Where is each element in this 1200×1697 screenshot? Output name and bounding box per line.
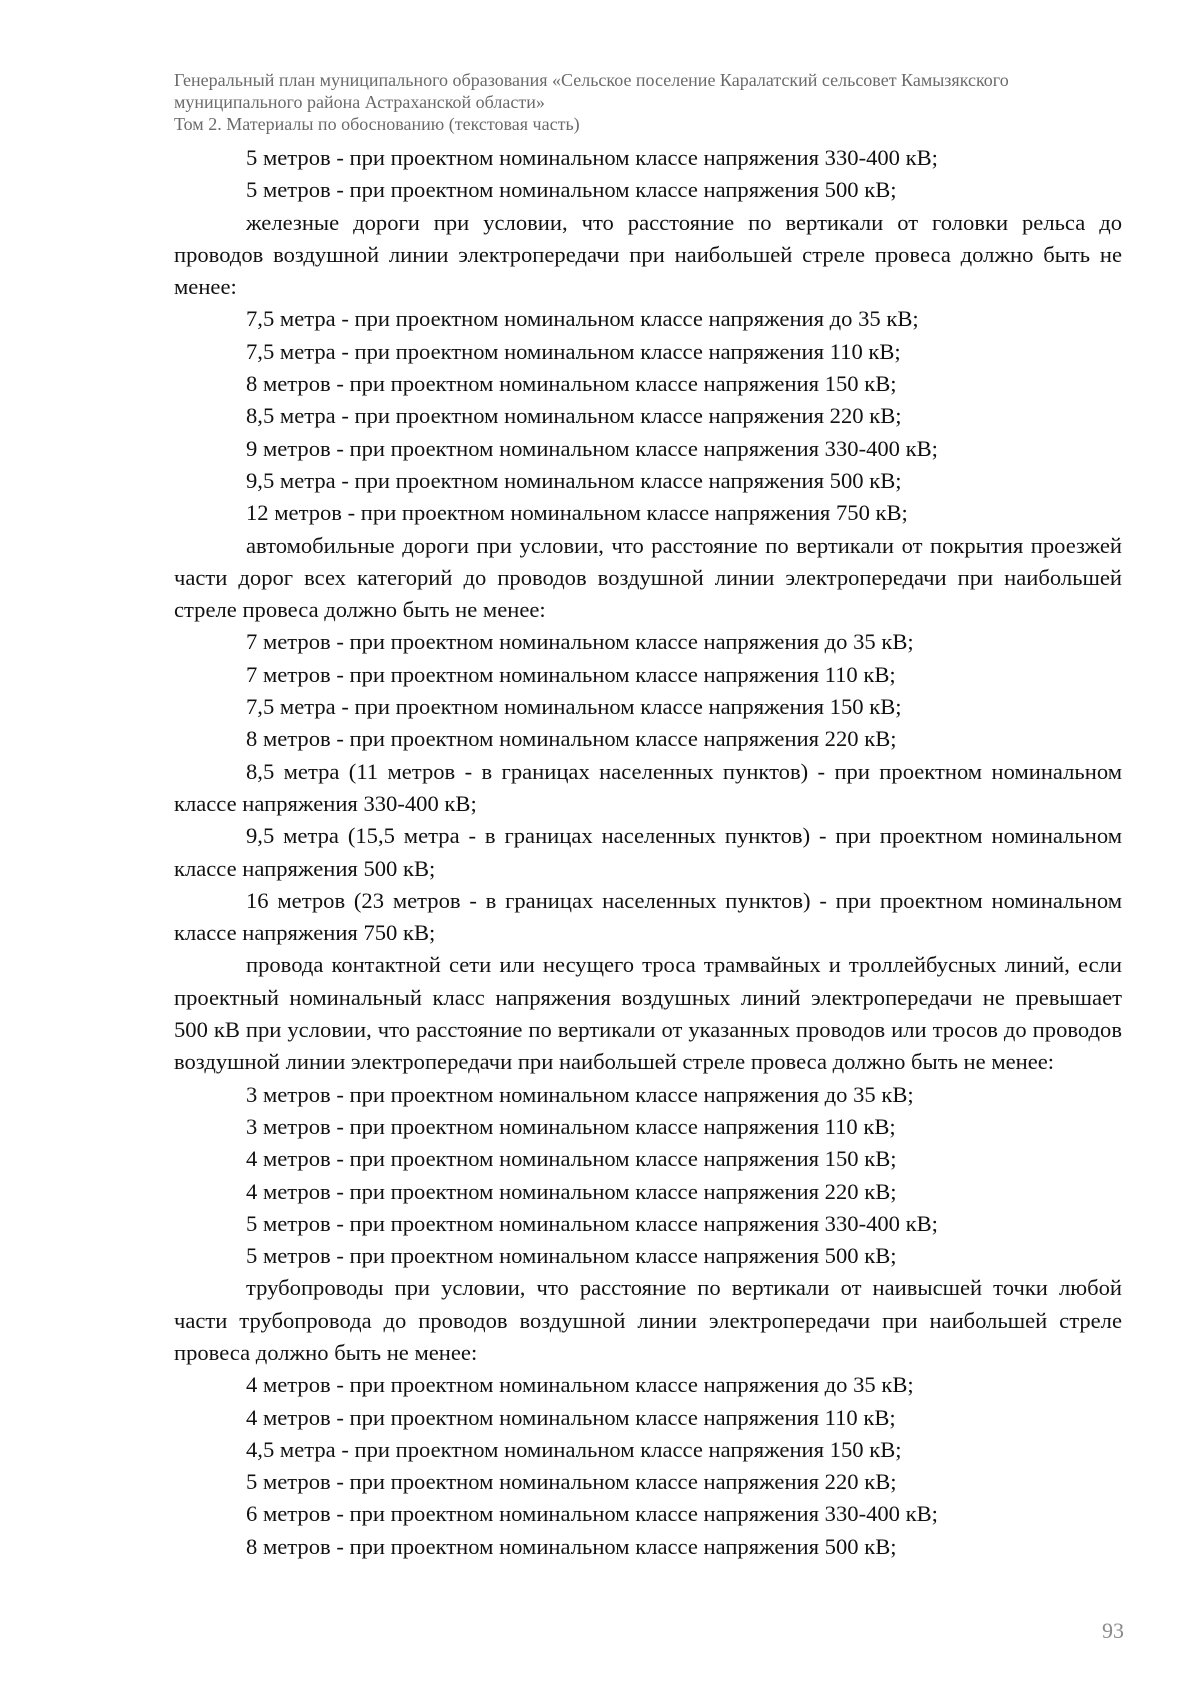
- list-item: 6 метров - при проектном номинальном классе напряжения 330-400 кВ;: [246, 1501, 938, 1527]
- header-line-1: Генеральный план муниципального образования «Сельское поселение Каралатский сельсовет Камызякского: [174, 70, 1009, 90]
- paragraph: 8,5 метра (11 метров - в границах населенных пунктов) - при проектном номинальном классе напряжения 330-400 кВ;: [174, 758, 1122, 816]
- list-item: 7,5 метра - при проектном номинальном классе напряжения до 35 кВ;: [246, 306, 919, 332]
- list-item: 8,5 метра - при проектном номинальном классе напряжения 220 кВ;: [246, 403, 902, 429]
- list-item: 4 метров - при проектном номинальном классе напряжения 220 кВ;: [246, 1178, 897, 1204]
- header-line-2: муниципального района Астраханской области»: [174, 92, 545, 112]
- document-body: [174, 142, 1122, 1563]
- list-item: 4 метров - при проектном номинальном классе напряжения 110 кВ;: [246, 1404, 896, 1430]
- list-item: 7,5 метра - при проектном номинальном классе напряжения 110 кВ;: [246, 338, 901, 364]
- header-line-3: Том 2. Материалы по обоснованию (текстовая часть): [174, 114, 580, 134]
- list-item: 7 метров - при проектном номинальном классе напряжения до 35 кВ;: [246, 629, 914, 655]
- paragraph: 16 метров (23 метров - в границах населенных пунктов) - при проектном номинальном классе напряжения 750 кВ;: [174, 887, 1122, 946]
- list-item: 9,5 метра - при проектном номинальном классе напряжения 500 кВ;: [246, 467, 902, 493]
- list-item: 8 метров - при проектном номинальном классе напряжения 150 кВ;: [246, 371, 897, 397]
- list-item: 5 метров - при проектном номинальном классе напряжения 330-400 кВ;: [246, 1210, 938, 1236]
- list-item: 4 метров - при проектном номинальном классе напряжения 150 кВ;: [246, 1146, 897, 1172]
- list-item: 3 метров - при проектном номинальном классе напряжения до 35 кВ;: [246, 1081, 914, 1107]
- list-item: 7 метров - при проектном номинальном классе напряжения 110 кВ;: [246, 661, 896, 687]
- list-item: 5 метров - при проектном номинальном классе напряжения 220 кВ;: [246, 1469, 897, 1495]
- list-item: 5 метров - при проектном номинальном классе напряжения 500 кВ;: [246, 1243, 897, 1269]
- list-item: 3 метров - при проектном номинальном классе напряжения 110 кВ;: [246, 1113, 896, 1139]
- list-item: 5 метров - при проектном номинальном классе напряжения 330-400 кВ;: [246, 145, 938, 170]
- list-item: 4 метров - при проектном номинальном классе напряжения до 35 кВ;: [246, 1372, 914, 1398]
- list-item: 5 метров - при проектном номинальном классе напряжения 500 кВ;: [246, 177, 897, 203]
- list-item: 12 метров - при проектном номинальном классе напряжения 750 кВ;: [246, 500, 908, 526]
- page-number: 93: [1102, 1618, 1124, 1643]
- paragraph: провода контактной сети или несущего троса трамвайных и троллейбусных линий, если проектный номинальный класс напряжения воздушных линий электропередачи не превышает 500 кВ при условии, что расстояние по вертикали от указанных проводов или тросов до проводов воздушной линии электропередачи при наибольшей стреле провеса должно быть не менее:: [174, 952, 1122, 1075]
- paragraph: трубопроводы при условии, что расстояние по вертикали от наивысшей точки любой части трубопровода до проводов воздушной линии электропередачи при наибольшей стреле провеса должно быть не менее:: [174, 1275, 1122, 1365]
- list-item: 4,5 метра - при проектном номинальном классе напряжения 150 кВ;: [246, 1436, 902, 1462]
- list-item: 8 метров - при проектном номинальном классе напряжения 500 кВ;: [246, 1533, 897, 1559]
- paragraph: железные дороги при условии, что расстояние по вертикали от головки рельса до проводов воздушной линии электропередачи при наибольшей стреле провеса должно быть не менее:: [174, 209, 1122, 300]
- paragraph: 9,5 метра (15,5 метра - в границах населенных пунктов) - при проектном номинальном классе напряжения 500 кВ;: [174, 823, 1122, 881]
- page-header: [174, 69, 1134, 135]
- list-item: 7,5 метра - при проектном номинальном классе напряжения 150 кВ;: [246, 694, 902, 720]
- list-item: 9 метров - при проектном номинальном классе напряжения 330-400 кВ;: [246, 435, 938, 461]
- list-item: 8 метров - при проектном номинальном классе напряжения 220 кВ;: [246, 726, 897, 752]
- paragraph: автомобильные дороги при условии, что расстояние по вертикали от покрытия проезжей части дорог всех категорий до проводов воздушной линии электропередачи при наибольшей стреле провеса должно быть не менее:: [174, 532, 1122, 623]
